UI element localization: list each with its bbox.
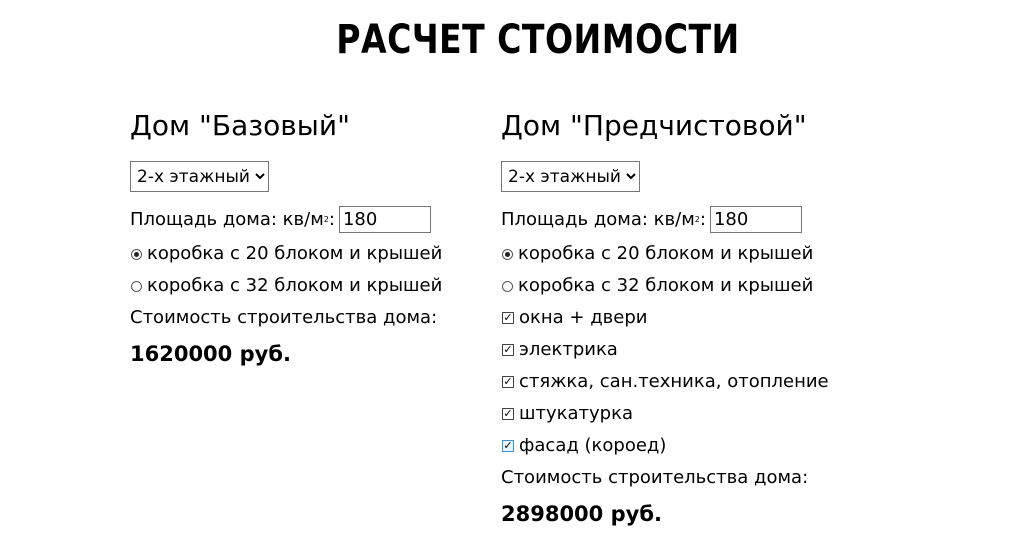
pre-extra-facade[interactable] — [501, 430, 921, 462]
base-option-20-block[interactable] — [130, 238, 470, 270]
checkbox-checked-icon[interactable]: ✓ — [503, 407, 513, 420]
radio-unselected-icon[interactable] — [502, 281, 513, 292]
pre-area-colon: : — [699, 208, 706, 230]
checkbox-checked-icon[interactable]: ✓ — [503, 439, 513, 452]
pre-option-20-block[interactable] — [501, 238, 921, 270]
pre-floors-select[interactable] — [501, 161, 640, 192]
pre-area-input[interactable] — [710, 206, 802, 233]
base-option-32-block[interactable] — [130, 270, 470, 302]
base-area-unit-sup: 2 — [323, 214, 329, 224]
pre-extra-screed-plumbing-heating[interactable] — [501, 366, 921, 398]
pre-extra-windows-doors[interactable] — [501, 302, 921, 334]
pre-extra-label: фасад (короед) — [519, 435, 667, 456]
pre-area-label: Площадь дома: кв/м — [501, 208, 695, 230]
base-cost-label: Стоимость строительства дома: — [130, 307, 438, 328]
pre-extra-plaster[interactable] — [501, 398, 921, 430]
pre-option-label: коробка с 20 блоком и крышей — [518, 243, 814, 264]
pre-extra-label: электрика — [519, 339, 618, 360]
base-area-input[interactable] — [339, 206, 431, 233]
page-title: РАСЧЕТ СТОИМОСТИ — [336, 17, 740, 63]
pre-cost-value: 2898000 руб. — [501, 502, 662, 526]
pre-cost-label: Стоимость строительства дома: — [501, 467, 809, 488]
pre-house-calculator — [501, 108, 921, 534]
pre-area-unit-sup: 2 — [694, 214, 700, 224]
base-floors-select[interactable] — [130, 161, 269, 192]
radio-selected-icon[interactable] — [131, 249, 142, 260]
base-house-calculator — [130, 108, 470, 374]
base-house-title: Дом "Базовый" — [130, 109, 350, 142]
radio-unselected-icon[interactable] — [131, 281, 142, 292]
base-option-label: коробка с 32 блоком и крышей — [147, 275, 443, 296]
pre-extra-electrics[interactable] — [501, 334, 921, 366]
base-area-row — [130, 204, 470, 235]
checkbox-checked-icon[interactable]: ✓ — [503, 311, 513, 324]
radio-selected-icon[interactable] — [502, 249, 513, 260]
pre-extra-label: окна + двери — [519, 307, 648, 328]
pre-option-32-block[interactable] — [501, 270, 921, 302]
base-area-label: Площадь дома: кв/м — [130, 208, 324, 230]
base-option-label: коробка с 20 блоком и крышей — [147, 243, 443, 264]
pre-house-title: Дом "Предчистовой" — [501, 109, 807, 142]
pre-extra-label: стяжка, сан.техника, отопление — [519, 371, 829, 392]
pre-extra-label: штукатурка — [519, 403, 633, 424]
base-area-colon: : — [328, 208, 335, 230]
base-cost-value: 1620000 руб. — [130, 342, 291, 366]
checkbox-checked-icon[interactable]: ✓ — [503, 375, 513, 388]
checkbox-checked-icon[interactable]: ✓ — [503, 343, 513, 356]
pre-area-row — [501, 204, 921, 235]
pre-option-label: коробка с 32 блоком и крышей — [518, 275, 814, 296]
